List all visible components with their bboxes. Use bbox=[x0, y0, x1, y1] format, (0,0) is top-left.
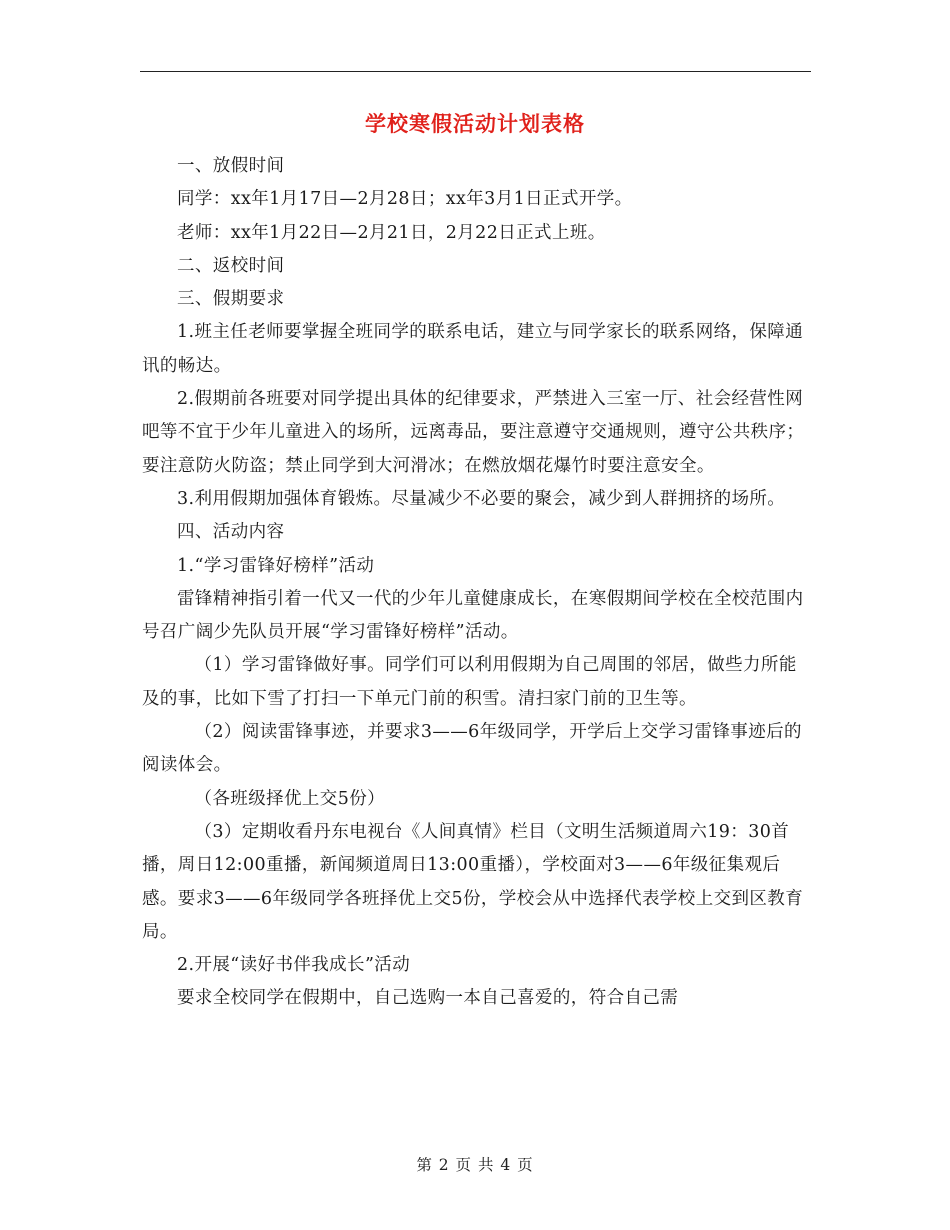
paragraph: 一、放假时间 bbox=[177, 156, 285, 176]
paragraph: （3）定期收看丹东电视台《人间真情》栏目（文明生活频道周六19：30首播，周日12:00重播，新闻频道周日13:00重播），学校面对3——6年级征集观后感。要求3——6年级同学各班择优上交5份，学校会从中选择代表学校上交到区教育局。 bbox=[142, 821, 804, 942]
document-title: 学校寒假活动计划表格 bbox=[365, 111, 585, 136]
paragraph: （1）学习雷锋做好事。同学们可以利用假期为自己周围的邻居，做些力所能及的事，比如下雪了打扫一下单元门前的积雪。清扫家门前的卫生等。 bbox=[142, 655, 797, 709]
paragraph: （2）阅读雷锋事迹，并要求3——6年级同学，开学后上交学习雷锋事迹后的阅读体会。 bbox=[142, 722, 802, 776]
paragraph: 1.“学习雷锋好榜样”活动 bbox=[177, 555, 375, 576]
paragraph: 2.开展“读好书伴我成长”活动 bbox=[177, 955, 411, 976]
paragraph: 三、假期要求 bbox=[177, 289, 285, 310]
paragraph: 二、返校时间 bbox=[177, 255, 285, 276]
paragraph: 1.班主任老师要掌握全班同学的联系电话，建立与同学家长的联系网络，保障通讯的畅达。 bbox=[142, 322, 804, 376]
header-rule bbox=[140, 71, 811, 72]
paragraph: 老师：xx年1月22日—2月21日，2月22日正式上班。 bbox=[177, 222, 606, 243]
document-body bbox=[142, 150, 812, 1016]
paragraph: 3.利用假期加强体育锻炼。尽量减少不必要的聚会，减少到人群拥挤的场所。 bbox=[177, 488, 786, 509]
paragraph: 同学：xx年1月17日—2月28日；xx年3月1日正式开学。 bbox=[177, 189, 633, 210]
paragraph: （各班级择优上交5份） bbox=[194, 788, 386, 809]
paragraph: 要求全校同学在假期中，自己选购一本自己喜爱的，符合自己需 bbox=[177, 988, 679, 1009]
paragraph: 四、活动内容 bbox=[177, 522, 285, 543]
page-footer: 第 2 页 共 4 页 bbox=[416, 1156, 534, 1174]
paragraph: 雷锋精神指引着一代又一代的少年儿童健康成长，在寒假期间学校在全校范围内号召广阔少先队员开展“学习雷锋好榜样”活动。 bbox=[142, 588, 804, 643]
paragraph: 2.假期前各班要对同学提出具体的纪律要求，严禁进入三室一厅、社会经营性网吧等不宜于少年儿童进入的场所，远离毒品，要注意遵守交通规则，遵守公共秩序；要注意防火防盗；禁止同学到大河滑冰；在燃放烟花爆竹时要注意安全。 bbox=[142, 389, 805, 476]
